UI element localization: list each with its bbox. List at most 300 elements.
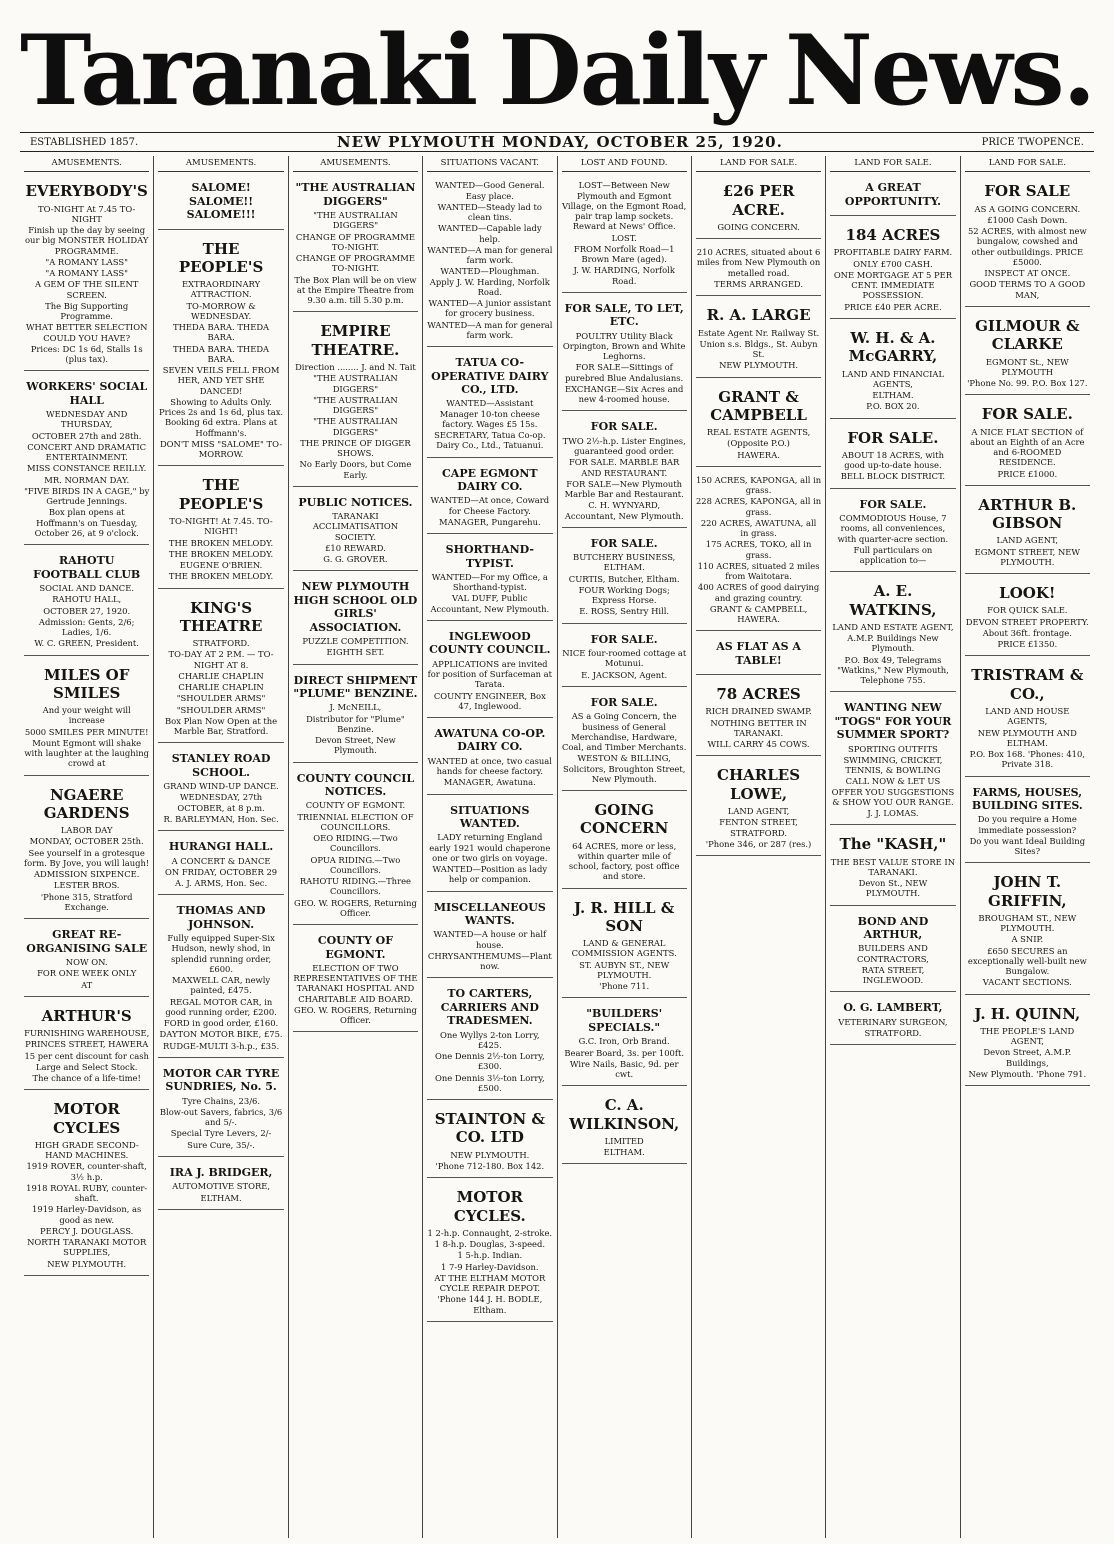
advertisement xyxy=(427,176,552,347)
ad-line: 52 ACRES, with almost new bungalow, cowshed and other outbuildings. PRICE £5000. xyxy=(967,226,1087,267)
advertisement xyxy=(696,635,821,675)
ad-heading: C. A. WILKINSON, xyxy=(569,1096,680,1133)
ad-line: CURTIS, Butcher, Eltham. xyxy=(568,573,680,584)
ad-line: WANTED—Good General. Easy place. xyxy=(435,180,545,201)
ad-line: Do you want Ideal Building Sites? xyxy=(969,835,1086,857)
ad-line: GOOD TERMS TO A GOOD MAN, xyxy=(969,279,1086,300)
dateline xyxy=(20,132,1094,152)
column-4 xyxy=(423,156,557,1538)
ad-line: LAND AND FINANCIAL AGENTS, xyxy=(841,368,945,389)
ad-line: PROFITABLE DAIRY FARM. xyxy=(833,247,953,258)
ad-heading: LOOK! xyxy=(999,584,1056,603)
ad-line: MANAGER, Awatuna. xyxy=(443,777,536,788)
ad-heading: GILMOUR & CLARKE xyxy=(975,316,1080,354)
ad-line: SOCIAL AND DANCE. xyxy=(39,583,134,594)
ad-subheading: "THE AUSTRALIAN DIGGERS" xyxy=(295,181,416,208)
column-8 xyxy=(961,156,1094,1538)
ad-line: G. G. GROVER. xyxy=(323,554,388,565)
ad-line: ON FRIDAY, OCTOBER 29 xyxy=(165,866,278,877)
column-6 xyxy=(692,156,826,1538)
ad-line: PERCY J. DOUGLASS. xyxy=(40,1225,134,1236)
ad-line: 1 5-h.p. Indian. xyxy=(457,1250,523,1261)
ad-line: TO-MORROW & WEDNESDAY. xyxy=(186,300,256,321)
established-label: ESTABLISHED 1857. xyxy=(30,136,139,148)
ad-line: THEDA BARA. THEDA BARA. xyxy=(173,343,270,364)
ad-line: NORTH TARANAKI MOTOR SUPPLIES, xyxy=(27,1237,147,1258)
advertisement xyxy=(830,493,955,573)
ad-line: WANTED—A junior assistant for grocery business. xyxy=(428,298,552,319)
ad-line: 'Phone 144 J. H. BODLE, Eltham. xyxy=(437,1294,543,1315)
ad-line: One Wyllys 2-ton Lorry, £425. xyxy=(440,1029,540,1050)
ad-subheading: FOR SALE. xyxy=(590,536,658,550)
ad-line: Full particulars on application to— xyxy=(853,544,933,566)
ad-line: NOTHING BETTER IN TARANAKI. xyxy=(710,717,807,738)
ad-heading: NGAERE GARDENS xyxy=(43,785,130,822)
ad-line: One Dennis 2½-ton Lorry, £300. xyxy=(435,1051,545,1072)
masthead-word-1: Taranaki xyxy=(20,14,477,127)
ad-line: NEW PLYMOUTH. xyxy=(450,1149,530,1160)
ad-line: J. W. HARDING, Norfolk Road. xyxy=(573,265,675,286)
ad-line: LESTER BROS. xyxy=(53,880,120,891)
ad-line: "THE AUSTRALIAN DIGGERS" xyxy=(313,373,398,394)
ad-line: See yourself in a grotesque form. By Jove, you will laugh! xyxy=(24,847,150,868)
ad-line: WANTED—Steady lad to clean tins. xyxy=(437,201,542,223)
ad-line: 175 ACRES, TOKO, all in grass. xyxy=(705,539,812,560)
ad-subheading: TATUA CO-OPERATIVE DAIRY CO., LTD. xyxy=(431,356,549,396)
ad-line: COUNTY OF EGMONT. xyxy=(305,800,406,811)
ad-line: RUDGE-MULTI 3-h.p., £35. xyxy=(162,1040,280,1051)
column-header: AMUSEMENTS. xyxy=(158,156,283,172)
advertisement xyxy=(158,593,283,744)
ad-line: HAWERA. xyxy=(737,449,780,460)
ad-line: SWIMMING, CRICKET, TENNIS, & BOWLING xyxy=(843,754,943,776)
ad-line: Direction ........ J. and N. Tait xyxy=(295,362,416,373)
ad-line: VAL DUFF, Public Accountant, New Plymouth. xyxy=(430,593,550,614)
advertisement xyxy=(158,1062,283,1157)
ad-heading: 184 ACRES xyxy=(845,226,941,245)
advertisement xyxy=(24,780,149,920)
ad-line: "THE AUSTRALIAN DIGGERS" xyxy=(313,210,398,231)
ad-line: FOR SALE—Sittings of purebred Blue Andalusians. xyxy=(565,362,684,383)
ad-line: Large and Select Stock. xyxy=(35,1061,138,1072)
ad-line: FOR SALE—New Plymouth Marble Bar and Restaurant. xyxy=(564,478,684,500)
advertisement xyxy=(562,176,687,293)
ad-line: PRICE £1350. xyxy=(997,639,1058,650)
advertisement xyxy=(427,462,552,535)
ad-heading: MOTOR CYCLES. xyxy=(453,1188,526,1225)
ad-line: LOST—Between New Plymouth and Egmont Village, on the Egmont Road, pair trap lamp sockets. Reward at News' Office. xyxy=(562,180,687,232)
advertisement xyxy=(696,471,821,632)
ad-heading: The "KASH," xyxy=(839,835,947,854)
advertisement xyxy=(965,399,1090,486)
ad-line: FOR QUICK SALE. xyxy=(987,605,1068,616)
ad-line: 'Phone 712-180. Box 142. xyxy=(435,1161,545,1172)
ad-line: LIMITED xyxy=(604,1135,644,1146)
advertisement xyxy=(830,696,955,825)
ad-subheading: O. G. LAMBERT, xyxy=(843,1001,943,1015)
ad-line: E. JACKSON, Agent. xyxy=(581,669,668,680)
ad-subheading: WANTING NEW "TOGS" FOR YOUR SUMMER SPORT? xyxy=(834,701,952,742)
ad-line: LAND AGENT, xyxy=(727,806,790,817)
price-label: PRICE TWOPENCE. xyxy=(981,136,1084,148)
advertisement xyxy=(696,679,821,756)
ad-line: 1 8-h.p. Douglas, 3-speed. xyxy=(434,1239,546,1250)
advertisement xyxy=(965,311,1090,395)
advertisement xyxy=(562,1002,687,1086)
ad-line: Distributor for "Plume" Benzine. xyxy=(306,713,405,734)
ad-line: Do you require a Home immediate possession? xyxy=(977,814,1077,835)
ad-line: R. BARLEYMAN, Hon. Sec. xyxy=(163,813,279,824)
ad-line: VACANT SECTIONS. xyxy=(982,977,1072,988)
ad-heading: CHARLES LOWE, xyxy=(717,766,801,803)
advertisement xyxy=(427,896,552,979)
ad-line: GEO. W. ROGERS, Returning Officer. xyxy=(294,897,417,918)
ad-line: 'Phone 315, Stratford Exchange. xyxy=(40,891,133,912)
ad-line: GOING CONCERN. xyxy=(717,221,800,232)
ad-line: FENTON STREET, STRATFORD. xyxy=(719,817,798,838)
ad-line: Union s.s. Bldgs., St. Aubyn St. xyxy=(699,338,818,359)
ad-line: "SHOULDER ARMS" xyxy=(176,693,266,704)
ad-subheading: GREAT RE-ORGANISING SALE xyxy=(26,928,148,955)
ad-line: 'Phone No. 99. P.O. Box 127. xyxy=(967,378,1088,388)
ad-heading: STAINTON & CO. LTD xyxy=(434,1110,545,1147)
ad-line: The Box Plan will be on view at the Empire Theatre from 9.30 a.m. till 5.30 p.m. xyxy=(294,274,417,306)
ad-line: Devon Street, New Plymouth. xyxy=(315,735,396,756)
ad-line: 15 per cent discount for cash xyxy=(24,1050,149,1061)
advertisement xyxy=(24,660,149,776)
ad-line: One Dennis 3½-ton Lorry, £500. xyxy=(435,1072,545,1093)
ad-line: BROUGHAM ST., NEW PLYMOUTH. xyxy=(978,912,1077,934)
advertisement xyxy=(965,660,1090,776)
ad-subheading: STANLEY ROAD SCHOOL. xyxy=(171,752,271,779)
advertisement xyxy=(562,795,687,889)
ad-subheading: BOND AND ARTHUR, xyxy=(857,914,929,942)
ad-line: Admission: Gents, 2/6; Ladies, 1/6. xyxy=(38,616,135,638)
advertisement xyxy=(24,1094,149,1276)
advertisement xyxy=(427,625,552,718)
ad-line: "THE AUSTRALIAN DIGGERS" xyxy=(313,416,398,437)
ad-line: WANTED—Position as lady help or companion. xyxy=(432,864,548,885)
ad-line: CONCERT AND DRAMATIC ENTERTAINMENT. xyxy=(27,441,147,463)
ad-line: And your weight will increase xyxy=(42,705,131,726)
ad-line: STRATFORD. xyxy=(192,638,250,649)
advertisement xyxy=(427,1104,552,1178)
ad-line: 1 7-9 Harley-Davidson. xyxy=(441,1261,539,1272)
ad-heading: FOR SALE. xyxy=(981,405,1073,424)
ad-line: THEDA BARA. THEDA BARA. xyxy=(173,322,270,343)
ad-line: FORD in good order, £160. xyxy=(163,1018,279,1029)
ad-line: NEW PLYMOUTH AND ELTHAM. xyxy=(977,727,1077,748)
ad-line: FOR SALE. MARBLE BAR AND RESTAURANT. xyxy=(569,457,680,478)
advertisement xyxy=(158,899,283,1058)
advertisement xyxy=(158,835,283,895)
ad-line: NEW PLYMOUTH. xyxy=(719,360,799,371)
ad-line: CHARLIE CHAPLIN xyxy=(178,670,264,681)
ad-line: OEO RIDING.—Two Councillors. xyxy=(313,833,398,854)
ad-line: J. McNEILL, xyxy=(329,702,382,713)
ad-line: WESTON & BILLING, Solicitors, Broughton Street, New Plymouth. xyxy=(562,753,686,784)
column-2 xyxy=(154,156,288,1538)
ad-line: AT THE ELTHAM MOTOR CYCLE REPAIR DEPOT. xyxy=(434,1272,546,1294)
ad-line: CHANGE OF PROGRAMME TO-NIGHT. xyxy=(295,231,415,252)
ad-line: TO-NIGHT At 7.45 TO-NIGHT xyxy=(38,203,136,224)
ad-line: AT xyxy=(81,979,93,990)
advertisement xyxy=(24,923,149,997)
ad-line: Showing to Adults Only. Prices 2s and 1s 6d, plus tax. Booking 6d extra. Plans at Hoffmann's. xyxy=(159,396,284,438)
ad-heading: THE PEOPLE'S xyxy=(178,239,264,276)
advertisement xyxy=(293,316,418,486)
ad-line: BELL BLOCK DISTRICT. xyxy=(840,471,946,482)
ad-line: WANTED—Capable lady help. xyxy=(438,223,542,244)
ad-line: OCTOBER 27th and 28th. xyxy=(31,430,142,441)
advertisement xyxy=(427,722,552,795)
ad-line: LAND AND HOUSE AGENTS, xyxy=(985,706,1070,727)
advertisement xyxy=(965,781,1090,864)
ad-line: EGMONT STREET, NEW PLYMOUTH. xyxy=(974,546,1081,567)
ad-subheading: NEW PLYMOUTH HIGH SCHOOL OLD GIRLS' ASSOCIATION. xyxy=(293,580,418,634)
advertisement xyxy=(696,176,821,239)
advertisement xyxy=(293,491,418,572)
ad-subheading: RAHOTU FOOTBALL CLUB xyxy=(33,554,141,581)
ad-line: Bearer Board, 3s. per 100ft. xyxy=(564,1047,685,1058)
ad-line: WANTED at once, two casual hands for cheese factory. xyxy=(427,755,552,777)
ad-line: NICE four-roomed cottage at Motunui. xyxy=(562,648,687,669)
ad-line: LOST. xyxy=(611,232,637,243)
advertisement xyxy=(158,747,283,831)
ad-line: £650 SECURES an exceptionally well-built new Bungalow. xyxy=(967,945,1087,977)
ad-line: COMMODIOUS House, 7 rooms, all conveniences, with quarter-acre section. xyxy=(837,513,949,544)
ad-line: About 36ft. frontage. xyxy=(982,627,1072,638)
ad-line: Special Tyre Levers, 2/- xyxy=(170,1128,272,1139)
ad-heading: £26 PER ACRE. xyxy=(722,182,795,219)
columns-container xyxy=(20,156,1094,1538)
ad-line: PRINCES STREET, HAWERA xyxy=(25,1039,149,1050)
ad-line: Tyre Chains, 23/6. xyxy=(182,1095,261,1106)
ad-line: PRICE £1000. xyxy=(997,468,1058,479)
advertisement xyxy=(293,669,418,763)
ad-line: WANTED—At once, Coward for Cheese Factory. xyxy=(430,495,550,516)
advertisement xyxy=(696,243,821,296)
ad-line: Devon Street, A.M.P. Buildings, xyxy=(983,1047,1072,1068)
advertisement xyxy=(427,538,552,621)
advertisement xyxy=(562,628,687,687)
advertisement xyxy=(427,799,552,892)
ad-line: ONLY £700 CASH. xyxy=(853,258,933,269)
ad-line: EIGHTH SET. xyxy=(326,647,385,658)
ad-line: FOR ONE WEEK ONLY xyxy=(37,968,137,979)
ad-heading: J. R. HILL & SON xyxy=(574,898,675,935)
ad-line: AUTOMOTIVE STORE, xyxy=(172,1181,271,1192)
advertisement xyxy=(830,176,955,216)
ad-line: REGAL MOTOR CAR, in good running order, £200. xyxy=(165,996,277,1017)
ad-line: A.M.P. Buildings New Plymouth. xyxy=(847,633,939,654)
advertisement xyxy=(830,323,955,419)
ad-line: 1 2-h.p. Connaught, 2-stroke. xyxy=(427,1227,553,1238)
ad-line: AS A GOING CONCERN. xyxy=(974,203,1081,214)
ad-line: APPLICATIONS are invited for position of Surfaceman at Tarata. xyxy=(427,658,552,690)
advertisement xyxy=(24,176,149,371)
advertisement xyxy=(965,490,1090,574)
ad-line: WHAT BETTER SELECTION COULD YOU HAVE? xyxy=(25,322,148,343)
ad-line: GRANT & CAMPBELL, HAWERA. xyxy=(709,603,808,625)
ad-line: HIGH GRADE SECOND-HAND MACHINES. xyxy=(34,1139,139,1161)
advertisement xyxy=(24,375,149,545)
ad-line: 64 ACRES, more or less, within quarter mile of school, factory, post office and store. xyxy=(568,840,680,882)
ad-line: GRAND WIND-UP DANCE. xyxy=(163,781,279,792)
ad-subheading: IRA J. BRIDGER, xyxy=(169,1165,273,1179)
advertisement xyxy=(293,176,418,312)
ad-line: Sure Cure, 35/-. xyxy=(187,1139,255,1150)
ad-line: The Big Supporting Programme. xyxy=(45,300,129,322)
ad-line: 1918 ROYAL RUBY, counter-shaft. xyxy=(26,1182,148,1204)
ad-line: REAL ESTATE AGENTS, xyxy=(706,427,811,438)
ad-line: TWO 2½-h.p. Lister Engines, guaranteed good order. xyxy=(562,435,686,457)
advertisement xyxy=(965,867,1090,994)
advertisement xyxy=(696,760,821,856)
advertisement xyxy=(830,996,955,1045)
ad-line: A NICE FLAT SECTION of about an Eighth of an Acre and 6-ROOMED RESIDENCE. xyxy=(970,426,1085,468)
ad-line: G.C. Iron, Orb Brand. xyxy=(578,1036,670,1047)
advertisement xyxy=(24,549,149,655)
ad-line: TARANAKI ACCLIMATISATION SOCIETY. xyxy=(312,511,399,542)
ad-line: VETERINARY SURGEON, xyxy=(838,1016,948,1027)
masthead-word-2: Daily xyxy=(498,14,763,127)
advertisement xyxy=(562,1090,687,1164)
advertisement xyxy=(830,576,955,692)
ad-line: 'Phone 346, or 287 (res.) xyxy=(705,838,812,849)
ad-line: WANTED—Assistant Manager 10-ton cheese factory. Wages £5 15s. xyxy=(439,398,540,429)
masthead-word-3: News. xyxy=(785,14,1094,127)
advertisement xyxy=(427,982,552,1100)
ad-line: NOW ON. xyxy=(65,957,108,968)
ad-subheading: WORKERS' SOCIAL HALL xyxy=(26,380,148,407)
ad-heading: 78 ACRES xyxy=(716,685,801,704)
ad-line: DON'T MISS "SALOME" TO-MORROW. xyxy=(159,438,283,460)
column-5 xyxy=(558,156,692,1538)
ad-line: 5000 SMILES PER MINUTE! xyxy=(24,726,149,737)
ad-line: RICH DRAINED SWAMP. xyxy=(705,706,812,717)
ad-line: OPUA RIDING.—Two Councillors. xyxy=(310,854,401,875)
ad-line: THE BROKEN MELODY. xyxy=(168,571,274,582)
advertisement xyxy=(24,1001,149,1091)
ad-line: MR. NORMAN DAY. xyxy=(44,474,130,485)
ad-line: ELTHAM. xyxy=(603,1147,645,1158)
column-7 xyxy=(826,156,960,1538)
ad-subheading: DIRECT SHIPMENT "PLUME" BENZINE. xyxy=(293,673,418,700)
ad-subheading: AS FLAT AS A TABLE! xyxy=(716,640,801,667)
ad-line: LABOR DAY xyxy=(60,825,113,836)
ad-subheading: INGLEWOOD COUNTY COUNCIL. xyxy=(429,629,551,657)
ad-line: Blow-out Savers, fabrics, 3/6 and 5/-. xyxy=(159,1106,283,1128)
ad-line: THE BROKEN MELODY. xyxy=(168,548,274,559)
column-header: SITUATIONS VACANT. xyxy=(427,156,552,172)
ad-line: WANTED—A house or half house. xyxy=(433,929,547,950)
ad-line: SECRETARY, Tatua Co-op. Dairy Co., Ltd., Tatuanui. xyxy=(434,430,546,451)
ad-line: STRATFORD. xyxy=(864,1028,922,1039)
ad-line: OCTOBER 27, 1920. xyxy=(43,605,131,616)
ad-heading: J. H. QUINN, xyxy=(974,1004,1081,1023)
ad-line: THE PEOPLE'S LAND AGENT, xyxy=(980,1025,1075,1047)
ad-line: A GEM OF THE SILENT SCREEN. xyxy=(34,279,139,300)
column-3 xyxy=(289,156,423,1538)
ad-line: P.O. Box 49, Telegrams "Watkins," New Plymouth, Telephone 755. xyxy=(837,654,949,686)
ad-line: LADY returning England early 1921 would chaperone one or two girls on voyage. xyxy=(429,832,551,863)
ad-line: THE BROKEN MELODY. xyxy=(168,537,274,548)
ad-heading: EMPIRE THEATRE. xyxy=(311,322,400,359)
ad-line: SPORTING OUTFITS xyxy=(847,743,938,754)
ad-subheading: TO CARTERS, CARRIERS AND TRADESMEN. xyxy=(440,987,539,1028)
ad-heading: GRANT & CAMPBELL xyxy=(710,387,807,424)
ad-subheading: SALOME! SALOME!! SALOME!!! xyxy=(186,181,256,222)
ad-line: £1000 Cash Down. xyxy=(987,214,1068,225)
column-header: LAND FOR SALE. xyxy=(965,156,1090,172)
ad-line: THE BEST VALUE STORE IN TARANAKI. xyxy=(830,856,956,877)
ad-line: LAND & GENERAL COMMISSION AGENTS. xyxy=(571,938,677,959)
ad-line: E. ROSS, Sentry Hill. xyxy=(579,606,670,617)
ad-subheading: THOMAS AND JOHNSON. xyxy=(176,904,266,931)
column-header: LAND FOR SALE. xyxy=(696,156,821,172)
ad-line: A SNIP. xyxy=(1011,934,1044,945)
ad-line: TO-DAY AT 2 P.M. — TO-NIGHT AT 8. xyxy=(168,649,274,670)
ad-line: MONDAY, OCTOBER 25th. xyxy=(29,836,144,847)
ad-line: "FIVE BIRDS IN A CAGE," by Gertrude Jennings. xyxy=(24,485,150,507)
ad-heading: FOR SALE. xyxy=(847,428,939,447)
advertisement xyxy=(427,1182,552,1322)
ad-line: Fully equipped Super-Six Hudson, newly shod, in splendid running order, £600. xyxy=(167,933,275,974)
ad-heading: ARTHUR'S xyxy=(41,1006,132,1025)
ad-line: EXTRAORDINARY ATTRACTION. xyxy=(181,279,261,300)
ad-subheading: FARMS, HOUSES, BUILDING SITES. xyxy=(971,785,1083,812)
ad-subheading: A GREAT OPPORTUNITY. xyxy=(844,181,941,208)
advertisement xyxy=(830,423,955,489)
advertisement xyxy=(965,999,1090,1087)
ad-subheading: COUNTY COUNCIL NOTICES. xyxy=(296,771,415,799)
ad-line: "SHOULDER ARMS" xyxy=(176,704,266,715)
ad-line: CHRYSANTHEMUMS—Plant now. xyxy=(427,950,552,972)
advertisement xyxy=(562,532,687,624)
column-header: AMUSEMENTS. xyxy=(293,156,418,172)
ad-line: ELTHAM. xyxy=(872,390,914,401)
advertisement xyxy=(158,176,283,229)
ad-heading: MILES OF SMILES xyxy=(44,665,130,702)
ad-line: ELTHAM. xyxy=(200,1192,242,1203)
ad-line: EXCHANGE—Six Acres and new 4-roomed house. xyxy=(564,383,684,405)
ad-line: C. H. WYNYARD, Accountant, New Plymouth. xyxy=(564,500,684,521)
ad-heading: FOR SALE xyxy=(984,182,1071,201)
ad-line: ONE MORTGAGE AT 5 PER CENT. IMMEDIATE POSSESSION. xyxy=(833,269,953,301)
ad-line: W. C. GREEN, President. xyxy=(34,638,139,649)
ad-line: RAHOTU RIDING.—Three Councillors. xyxy=(299,876,411,897)
ad-line: 150 ACRES, KAPONGA, all in grass. xyxy=(695,474,822,496)
ad-line: 'Phone 711. xyxy=(599,981,650,992)
advertisement xyxy=(158,1161,283,1210)
ad-heading: MOTOR CYCLES xyxy=(53,1100,121,1137)
ad-line: AS a Going Concern, the business of General Merchandise, Hardware, Coal, and Timber Merchants. xyxy=(561,711,687,753)
masthead xyxy=(20,8,1094,126)
ad-line: FROM Norfolk Road—1 Brown Mare (aged). xyxy=(573,243,675,265)
ad-line: CALL NOW & LET US OFFER YOU SUGGESTIONS & SHOW YOU OUR RANGE. xyxy=(831,776,955,807)
ad-line: A. J. ARMS, Hon. Sec. xyxy=(174,878,268,889)
ad-line: THE PRINCE OF DIGGER SHOWS. xyxy=(300,437,411,459)
ad-line: A CONCERT & DANCE xyxy=(171,855,271,866)
advertisement xyxy=(696,300,821,377)
column-header: LOST AND FOUND. xyxy=(562,156,687,172)
advertisement xyxy=(696,382,821,467)
ad-line: RAHOTU HALL, xyxy=(52,594,122,605)
ad-subheading: CAPE EGMONT DAIRY CO. xyxy=(442,466,538,493)
ad-line: NEW PLYMOUTH. xyxy=(47,1258,127,1269)
advertisement xyxy=(830,829,955,905)
